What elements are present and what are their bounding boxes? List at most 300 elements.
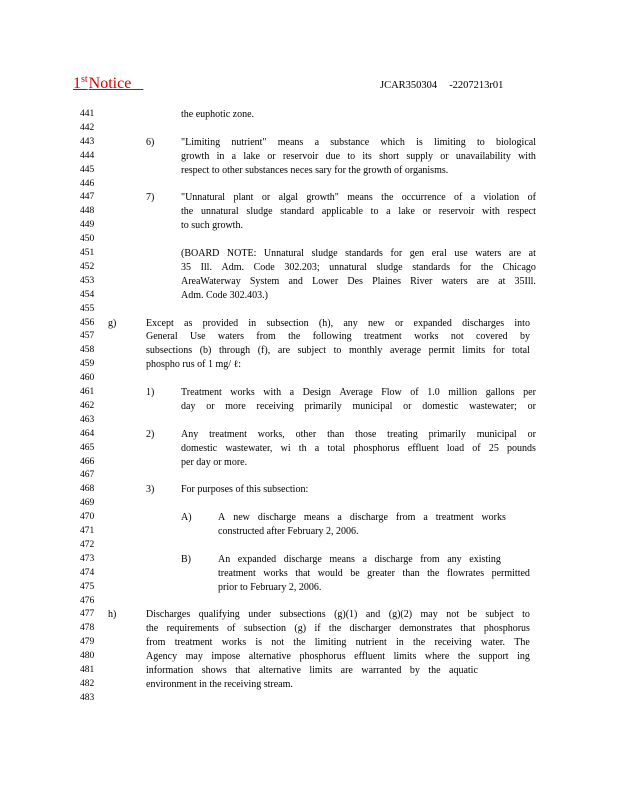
word: supply	[406, 150, 433, 162]
subsection-label: A)	[181, 512, 192, 524]
word: treatment	[363, 331, 402, 343]
word: Agency	[146, 651, 178, 663]
word: standards	[345, 248, 383, 259]
word: standards	[412, 261, 450, 273]
line-text	[181, 247, 536, 261]
line-number: 478	[80, 623, 95, 634]
word: at	[498, 275, 506, 287]
line-text	[146, 650, 530, 664]
word: phosphorus	[483, 623, 530, 635]
word: receiving	[434, 637, 472, 649]
word: (h),	[318, 317, 334, 329]
line-number: 456	[80, 317, 95, 328]
word: Treatment	[181, 387, 222, 398]
word: are	[340, 665, 353, 676]
word: short	[379, 150, 400, 162]
word: greater	[367, 567, 395, 579]
word: a	[470, 192, 476, 204]
line-number: 441	[80, 109, 95, 119]
word: by	[519, 331, 530, 343]
line-464	[0, 428, 618, 442]
word: the	[293, 637, 306, 649]
line-text	[218, 511, 506, 525]
line-452	[0, 261, 618, 275]
line-number: 461	[80, 387, 95, 397]
word: or	[440, 150, 449, 162]
word: that	[235, 665, 251, 676]
word: General	[146, 331, 178, 343]
word: the	[427, 567, 440, 579]
word: the	[146, 623, 159, 635]
line-number: 459	[80, 359, 95, 370]
subsection-label: 3)	[146, 484, 155, 496]
word: of	[472, 442, 481, 454]
line-number: 469	[80, 498, 95, 509]
word: treatment	[174, 637, 213, 649]
line-number: 482	[80, 678, 95, 689]
word: total	[327, 442, 346, 454]
line-469	[0, 497, 618, 511]
line-468	[0, 483, 618, 497]
word: a	[362, 553, 367, 565]
word: An	[218, 553, 231, 565]
word: lake	[398, 206, 415, 218]
word: than	[327, 428, 345, 440]
notice-superscript: st	[81, 74, 88, 85]
word: wi	[280, 442, 291, 454]
word: "Limiting	[181, 136, 221, 148]
line-458	[0, 344, 618, 358]
word: impose	[211, 651, 241, 663]
word: wastewater;	[469, 400, 517, 412]
word: alternative	[258, 665, 301, 676]
line-number: 479	[80, 637, 95, 648]
line-460	[0, 372, 618, 386]
word: expanded	[237, 553, 277, 565]
word: A	[218, 512, 226, 524]
word: subject	[297, 345, 326, 357]
line-text	[181, 275, 536, 289]
word: Use	[190, 331, 206, 343]
line-477	[0, 608, 618, 622]
line-text: phospho rus of 1 mg/ ℓ:	[146, 359, 242, 371]
line-473	[0, 553, 618, 567]
word: ing	[517, 651, 530, 663]
word: use	[454, 248, 468, 259]
word: or	[527, 428, 536, 440]
word: are	[508, 248, 522, 259]
word: phosphorus	[299, 651, 346, 663]
line-number: 452	[80, 261, 95, 272]
word: a	[337, 512, 342, 524]
line-number: 445	[80, 164, 95, 175]
word: the	[181, 206, 194, 218]
line-number: 463	[80, 414, 95, 425]
line-number: 473	[80, 553, 95, 564]
line-453	[0, 275, 618, 289]
line-text	[181, 261, 536, 275]
word: Discharges	[146, 609, 191, 621]
line-482	[0, 678, 618, 692]
word: biological	[496, 136, 536, 148]
word: (g)(2)	[388, 609, 413, 621]
word: unnatural	[200, 206, 239, 218]
line-467	[0, 469, 618, 483]
line-text	[146, 664, 478, 678]
line-number: 462	[80, 400, 95, 411]
line-number: 454	[80, 289, 95, 300]
subsection-label: 2)	[146, 428, 155, 440]
word: works	[221, 637, 247, 649]
word: following	[312, 331, 352, 343]
word: or	[527, 400, 536, 412]
subsection-label: 6)	[146, 136, 155, 148]
line-number: 470	[80, 512, 95, 523]
line-number: 466	[80, 456, 95, 467]
word: into	[514, 317, 530, 329]
line-text: per day or more.	[181, 456, 248, 468]
line-454	[0, 289, 618, 303]
word: the	[328, 623, 342, 635]
word: gallons	[485, 387, 515, 398]
word: aquatic	[449, 665, 478, 676]
word: through	[219, 345, 251, 357]
word: th	[298, 442, 307, 454]
word: (g)(1)	[334, 609, 358, 621]
word: million	[448, 387, 478, 398]
word: are	[476, 275, 489, 287]
page-header	[0, 74, 618, 96]
word: the	[428, 665, 441, 676]
word: 1.0	[427, 387, 440, 398]
word: to	[522, 609, 530, 621]
line-474	[0, 567, 618, 581]
word: water.	[480, 637, 506, 649]
word: in	[396, 637, 404, 649]
word: are	[277, 345, 291, 357]
word: a	[386, 206, 391, 218]
word: not	[271, 637, 285, 649]
word: Design	[302, 387, 331, 398]
word: for	[492, 345, 505, 357]
word: the	[457, 651, 471, 663]
line-text: constructed after February 2, 2006.	[218, 526, 359, 537]
word: those	[355, 428, 377, 440]
line-481	[0, 664, 618, 678]
line-483	[0, 692, 618, 706]
notice-title	[73, 74, 143, 93]
word: at	[528, 248, 536, 259]
word: subsection	[243, 623, 287, 635]
line-number: 471	[80, 526, 95, 536]
line-463	[0, 414, 618, 428]
line-457	[0, 330, 618, 344]
line-441	[0, 108, 618, 122]
word: the	[413, 637, 426, 649]
line-number: 467	[80, 470, 95, 481]
word: limits	[462, 345, 486, 357]
word: applicable	[321, 206, 363, 218]
word: covered	[475, 331, 508, 343]
word: more	[225, 400, 246, 412]
line-number: 465	[80, 442, 95, 453]
word: waters	[475, 248, 502, 259]
line-number: 474	[80, 567, 95, 578]
word: existing	[469, 553, 501, 565]
line-number: 446	[80, 178, 95, 189]
word: 25	[488, 442, 499, 454]
line-470	[0, 511, 618, 525]
word: works	[481, 512, 506, 524]
word: treatment	[218, 567, 256, 579]
word: requirements	[166, 623, 219, 635]
word: subject	[485, 609, 514, 621]
word: sludge	[376, 261, 403, 273]
word: the	[381, 192, 394, 204]
word: reservoir	[438, 206, 475, 218]
word: municipal	[476, 428, 517, 440]
word: means	[329, 553, 355, 565]
subsection-label: B)	[181, 553, 191, 565]
word: under	[248, 609, 272, 621]
word: nutrient"	[231, 136, 267, 148]
word: limits	[393, 651, 417, 663]
line-number: 458	[80, 345, 95, 356]
word: wastewater,	[225, 442, 273, 454]
word: treating	[387, 428, 418, 440]
subsection-label: g)	[108, 317, 117, 329]
word: a	[289, 387, 295, 398]
word: occurrence	[401, 192, 446, 204]
word: effluent	[407, 442, 439, 454]
word: flowrates	[446, 567, 485, 579]
word: Flow	[381, 387, 402, 398]
subsection-label: 1)	[146, 387, 155, 398]
line-number: 451	[80, 248, 95, 258]
line-462	[0, 400, 618, 414]
word: algal	[278, 192, 299, 204]
word: in	[216, 150, 225, 162]
word: limiting	[434, 136, 466, 148]
word: that	[295, 567, 311, 579]
word: shows	[201, 665, 227, 676]
word: from	[420, 553, 440, 565]
word: Except	[146, 317, 174, 329]
word: new	[233, 512, 250, 524]
word: to	[333, 345, 342, 357]
word: receiving	[256, 400, 294, 412]
word: with	[518, 150, 536, 162]
line-text	[181, 191, 536, 205]
word: a	[231, 150, 237, 162]
document-code	[380, 80, 503, 91]
word: to	[476, 136, 485, 148]
notice-word: Notice	[88, 75, 132, 92]
word: may	[420, 609, 438, 621]
line-444	[0, 150, 618, 164]
word: a	[314, 136, 320, 148]
line-number: 450	[80, 234, 95, 245]
line-number: 468	[80, 484, 95, 495]
word: subsections	[146, 345, 193, 357]
line-text: environment in the receiving stream.	[146, 678, 293, 690]
line-449	[0, 219, 618, 233]
word: as	[184, 317, 193, 329]
line-number: 442	[80, 122, 95, 133]
word: growth	[181, 150, 210, 162]
word: "Unnatural	[181, 192, 226, 204]
line-461	[0, 386, 618, 400]
word: lake	[243, 150, 260, 162]
word: permitted	[491, 567, 530, 579]
word: (BOARD	[181, 248, 220, 259]
word: 35	[181, 261, 191, 273]
word: Chicago	[502, 261, 536, 273]
notice-number: 1	[73, 75, 81, 92]
word: substance	[330, 136, 370, 148]
word: or	[206, 400, 215, 412]
word: sludge	[246, 206, 273, 218]
word: for	[459, 261, 472, 273]
line-472	[0, 539, 618, 553]
word: discharge	[257, 512, 296, 524]
word: nutrient	[355, 637, 387, 649]
word: waters	[217, 331, 245, 343]
line-text	[181, 386, 536, 400]
line-text	[146, 622, 530, 636]
line-478	[0, 622, 618, 636]
line-number: 444	[80, 150, 95, 161]
line-text	[146, 608, 530, 622]
word: or	[422, 206, 432, 218]
word: in	[248, 317, 257, 329]
word: the	[480, 261, 494, 273]
word: gen	[409, 248, 425, 259]
line-text: respect to other substances neces sary for the growth of organisms.	[181, 164, 449, 176]
line-number: 472	[80, 539, 95, 550]
word: River	[410, 275, 433, 287]
word: (g)	[294, 623, 307, 635]
subsection-label: h)	[108, 609, 117, 621]
line-text	[218, 567, 530, 581]
word: which	[380, 136, 405, 148]
line-text	[181, 442, 536, 456]
line-number: 477	[80, 609, 95, 620]
line-450	[0, 233, 618, 247]
word: the	[288, 331, 301, 343]
word: NOTE:	[226, 248, 257, 259]
line-text: prior to February 2, 2006.	[218, 581, 322, 593]
line-text: Adm. Code 302.403.)	[181, 289, 268, 301]
word: discharges	[462, 317, 505, 329]
word: to	[370, 206, 379, 218]
word: or	[267, 150, 276, 162]
word: total	[512, 345, 530, 357]
line-text	[181, 136, 536, 150]
word: its	[362, 150, 372, 162]
line-text	[181, 150, 536, 164]
line-number: 449	[80, 220, 95, 231]
word: any	[447, 553, 462, 565]
line-455	[0, 303, 618, 317]
word: discharge	[374, 553, 413, 565]
line-475	[0, 581, 618, 595]
word: growth"	[306, 192, 339, 204]
word: works	[230, 387, 255, 398]
word: than	[402, 567, 420, 579]
word: Des	[347, 275, 363, 287]
word: Plaines	[372, 275, 401, 287]
word: where	[424, 651, 450, 663]
word: permit	[428, 345, 455, 357]
word: domestic	[181, 442, 218, 454]
word: treatment	[435, 512, 474, 524]
word: Lower	[312, 275, 339, 287]
word: works	[414, 331, 439, 343]
line-number: 448	[80, 206, 95, 217]
word: with	[482, 206, 500, 218]
word: of	[227, 623, 236, 635]
word: and	[288, 275, 303, 287]
line-text	[146, 344, 530, 358]
word: limits	[309, 665, 333, 676]
word: reservoir	[282, 150, 319, 162]
word: domestic	[422, 400, 459, 412]
word: (f),	[257, 345, 271, 357]
word: 302.203;	[284, 261, 320, 273]
word: from	[146, 637, 166, 649]
line-number: 481	[80, 665, 95, 675]
word: or	[403, 400, 412, 412]
word: (b)	[199, 345, 212, 357]
line-number: 443	[80, 136, 95, 147]
word: waters	[441, 275, 468, 287]
word: would	[317, 567, 343, 579]
word: subsection	[266, 317, 309, 329]
word: primarily	[428, 428, 466, 440]
word: information	[146, 665, 194, 676]
line-text	[146, 330, 530, 344]
word: is	[416, 136, 423, 148]
word: works	[263, 567, 288, 579]
word: of	[454, 192, 463, 204]
word: or	[261, 192, 271, 204]
word: warranted	[361, 665, 402, 676]
line-number: 464	[80, 428, 95, 439]
line-476	[0, 595, 618, 609]
word: eral	[431, 248, 447, 259]
word: demonstrates	[399, 623, 453, 635]
word: means	[303, 512, 330, 524]
line-480	[0, 650, 618, 664]
word: due	[325, 150, 341, 162]
code-left: JCAR350304	[380, 80, 438, 91]
word: Average	[339, 387, 373, 398]
word: primarily	[304, 400, 342, 412]
line-number: 476	[80, 595, 95, 606]
word: per	[523, 387, 536, 398]
word: effluent	[354, 651, 386, 663]
word: to	[347, 150, 356, 162]
word: a	[423, 512, 428, 524]
line-448	[0, 205, 618, 219]
word: not	[446, 609, 459, 621]
line-text: to such growth.	[181, 220, 243, 232]
word: average	[389, 345, 422, 357]
word: unnatural	[329, 261, 367, 273]
line-text: For purposes of this subsection:	[181, 484, 309, 496]
word: for	[390, 248, 403, 259]
